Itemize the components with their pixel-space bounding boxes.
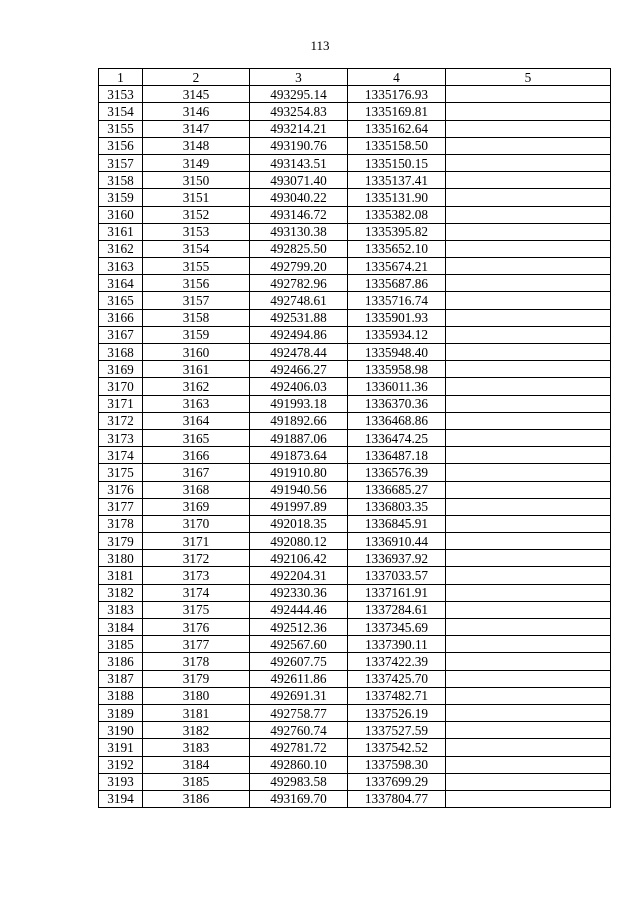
x-coordinate-cell: 492204.31 [250, 567, 348, 584]
point-number-cell: 3163 [143, 395, 250, 412]
note-cell [446, 378, 611, 395]
table-row [99, 773, 611, 790]
x-coordinate-cell: 492406.03 [250, 378, 348, 395]
point-number-cell: 3185 [143, 773, 250, 790]
y-coordinate-cell: 1335169.81 [348, 103, 446, 120]
row-number-cell: 3163 [99, 258, 143, 275]
note-cell [446, 429, 611, 446]
y-coordinate-cell: 1337425.70 [348, 670, 446, 687]
x-coordinate-cell: 492782.96 [250, 275, 348, 292]
y-coordinate-cell: 1337422.39 [348, 653, 446, 670]
point-number-cell: 3152 [143, 206, 250, 223]
y-coordinate-cell: 1335652.10 [348, 240, 446, 257]
y-coordinate-cell: 1336474.25 [348, 429, 446, 446]
note-cell [446, 189, 611, 206]
x-coordinate-cell: 492691.31 [250, 687, 348, 704]
table-row [99, 464, 611, 481]
note-cell [446, 258, 611, 275]
column-header-2: 2 [143, 69, 250, 86]
x-coordinate-cell: 491873.64 [250, 447, 348, 464]
x-coordinate-cell: 492567.60 [250, 636, 348, 653]
note-cell [446, 653, 611, 670]
y-coordinate-cell: 1336845.91 [348, 515, 446, 532]
y-coordinate-cell: 1335158.50 [348, 137, 446, 154]
point-number-cell: 3157 [143, 292, 250, 309]
table-row [99, 722, 611, 739]
point-number-cell: 3164 [143, 412, 250, 429]
note-cell [446, 481, 611, 498]
row-number-cell: 3175 [99, 464, 143, 481]
table-row [99, 739, 611, 756]
x-coordinate-cell: 493190.76 [250, 137, 348, 154]
y-coordinate-cell: 1335382.08 [348, 206, 446, 223]
table-row [99, 240, 611, 257]
table-row [99, 481, 611, 498]
point-number-cell: 3176 [143, 619, 250, 636]
table-body [99, 86, 611, 808]
note-cell [446, 326, 611, 343]
point-number-cell: 3179 [143, 670, 250, 687]
page-number: 113 [310, 38, 330, 53]
row-number-cell: 3178 [99, 515, 143, 532]
row-number-cell: 3189 [99, 704, 143, 721]
table-row [99, 653, 611, 670]
row-number-cell: 3184 [99, 619, 143, 636]
x-coordinate-cell: 493071.40 [250, 172, 348, 189]
y-coordinate-cell: 1335162.64 [348, 120, 446, 137]
row-number-cell: 3170 [99, 378, 143, 395]
point-number-cell: 3172 [143, 550, 250, 567]
note-cell [446, 636, 611, 653]
x-coordinate-cell: 492018.35 [250, 515, 348, 532]
note-cell [446, 550, 611, 567]
x-coordinate-cell: 492825.50 [250, 240, 348, 257]
point-number-cell: 3156 [143, 275, 250, 292]
row-number-cell: 3194 [99, 790, 143, 807]
note-cell [446, 86, 611, 103]
y-coordinate-cell: 1336910.44 [348, 533, 446, 550]
note-cell [446, 567, 611, 584]
row-number-cell: 3171 [99, 395, 143, 412]
row-number-cell: 3176 [99, 481, 143, 498]
x-coordinate-cell: 492531.88 [250, 309, 348, 326]
y-coordinate-cell: 1337345.69 [348, 619, 446, 636]
row-number-cell: 3165 [99, 292, 143, 309]
y-coordinate-cell: 1335395.82 [348, 223, 446, 240]
x-coordinate-cell: 493254.83 [250, 103, 348, 120]
table-row [99, 154, 611, 171]
table-row [99, 429, 611, 446]
point-number-cell: 3166 [143, 447, 250, 464]
table-row [99, 206, 611, 223]
x-coordinate-cell: 492748.61 [250, 292, 348, 309]
table-row [99, 395, 611, 412]
coordinates-table [98, 68, 611, 808]
y-coordinate-cell: 1337161.91 [348, 584, 446, 601]
table-row [99, 223, 611, 240]
row-number-cell: 3192 [99, 756, 143, 773]
row-number-cell: 3186 [99, 653, 143, 670]
y-coordinate-cell: 1335131.90 [348, 189, 446, 206]
row-number-cell: 3179 [99, 533, 143, 550]
x-coordinate-cell: 491993.18 [250, 395, 348, 412]
point-number-cell: 3155 [143, 258, 250, 275]
row-number-cell: 3154 [99, 103, 143, 120]
note-cell [446, 240, 611, 257]
table-header-row [99, 69, 611, 86]
y-coordinate-cell: 1336487.18 [348, 447, 446, 464]
x-coordinate-cell: 492758.77 [250, 704, 348, 721]
note-cell [446, 206, 611, 223]
x-coordinate-cell: 491887.06 [250, 429, 348, 446]
row-number-cell: 3167 [99, 326, 143, 343]
point-number-cell: 3154 [143, 240, 250, 257]
note-cell [446, 773, 611, 790]
row-number-cell: 3160 [99, 206, 143, 223]
note-cell [446, 172, 611, 189]
y-coordinate-cell: 1336576.39 [348, 464, 446, 481]
row-number-cell: 3174 [99, 447, 143, 464]
table-row [99, 447, 611, 464]
row-number-cell: 3191 [99, 739, 143, 756]
table-row [99, 172, 611, 189]
row-number-cell: 3169 [99, 361, 143, 378]
y-coordinate-cell: 1335958.98 [348, 361, 446, 378]
x-coordinate-cell: 492444.46 [250, 601, 348, 618]
x-coordinate-cell: 492607.75 [250, 653, 348, 670]
note-cell [446, 275, 611, 292]
row-number-cell: 3153 [99, 86, 143, 103]
table-row [99, 567, 611, 584]
table-row [99, 687, 611, 704]
x-coordinate-cell: 492494.86 [250, 326, 348, 343]
column-header-3: 3 [250, 69, 348, 86]
note-cell [446, 412, 611, 429]
y-coordinate-cell: 1336803.35 [348, 498, 446, 515]
y-coordinate-cell: 1335901.93 [348, 309, 446, 326]
table-row [99, 292, 611, 309]
table-row [99, 756, 611, 773]
point-number-cell: 3183 [143, 739, 250, 756]
point-number-cell: 3148 [143, 137, 250, 154]
point-number-cell: 3150 [143, 172, 250, 189]
table-row [99, 103, 611, 120]
point-number-cell: 3173 [143, 567, 250, 584]
y-coordinate-cell: 1337804.77 [348, 790, 446, 807]
point-number-cell: 3159 [143, 326, 250, 343]
point-number-cell: 3158 [143, 309, 250, 326]
note-cell [446, 722, 611, 739]
y-coordinate-cell: 1335137.41 [348, 172, 446, 189]
note-cell [446, 533, 611, 550]
row-number-cell: 3164 [99, 275, 143, 292]
x-coordinate-cell: 491940.56 [250, 481, 348, 498]
table-row [99, 309, 611, 326]
row-number-cell: 3193 [99, 773, 143, 790]
table-row [99, 498, 611, 515]
y-coordinate-cell: 1336685.27 [348, 481, 446, 498]
x-coordinate-cell: 492611.86 [250, 670, 348, 687]
y-coordinate-cell: 1337527.59 [348, 722, 446, 739]
note-cell [446, 464, 611, 481]
row-number-cell: 3166 [99, 309, 143, 326]
note-cell [446, 687, 611, 704]
table-row [99, 189, 611, 206]
x-coordinate-cell: 493169.70 [250, 790, 348, 807]
note-cell [446, 120, 611, 137]
table-row [99, 704, 611, 721]
row-number-cell: 3156 [99, 137, 143, 154]
table-row [99, 601, 611, 618]
point-number-cell: 3145 [143, 86, 250, 103]
y-coordinate-cell: 1337542.52 [348, 739, 446, 756]
table-row [99, 120, 611, 137]
note-cell [446, 601, 611, 618]
row-number-cell: 3187 [99, 670, 143, 687]
row-number-cell: 3158 [99, 172, 143, 189]
x-coordinate-cell: 492512.36 [250, 619, 348, 636]
note-cell [446, 670, 611, 687]
point-number-cell: 3165 [143, 429, 250, 446]
x-coordinate-cell: 492466.27 [250, 361, 348, 378]
point-number-cell: 3184 [143, 756, 250, 773]
table-row [99, 619, 611, 636]
x-coordinate-cell: 493040.22 [250, 189, 348, 206]
point-number-cell: 3161 [143, 361, 250, 378]
table-row [99, 790, 611, 807]
y-coordinate-cell: 1335150.15 [348, 154, 446, 171]
point-number-cell: 3147 [143, 120, 250, 137]
point-number-cell: 3178 [143, 653, 250, 670]
note-cell [446, 154, 611, 171]
note-cell [446, 344, 611, 361]
y-coordinate-cell: 1337598.30 [348, 756, 446, 773]
note-cell [446, 309, 611, 326]
note-cell [446, 292, 611, 309]
table-row [99, 550, 611, 567]
point-number-cell: 3169 [143, 498, 250, 515]
table-row [99, 378, 611, 395]
point-number-cell: 3153 [143, 223, 250, 240]
y-coordinate-cell: 1335674.21 [348, 258, 446, 275]
point-number-cell: 3181 [143, 704, 250, 721]
row-number-cell: 3162 [99, 240, 143, 257]
column-header-5: 5 [446, 69, 611, 86]
row-number-cell: 3159 [99, 189, 143, 206]
y-coordinate-cell: 1335716.74 [348, 292, 446, 309]
column-header-4: 4 [348, 69, 446, 86]
note-cell [446, 103, 611, 120]
row-number-cell: 3173 [99, 429, 143, 446]
y-coordinate-cell: 1335687.86 [348, 275, 446, 292]
note-cell [446, 584, 611, 601]
table-row [99, 670, 611, 687]
x-coordinate-cell: 493143.51 [250, 154, 348, 171]
note-cell [446, 739, 611, 756]
note-cell [446, 137, 611, 154]
point-number-cell: 3162 [143, 378, 250, 395]
x-coordinate-cell: 492080.12 [250, 533, 348, 550]
y-coordinate-cell: 1336011.36 [348, 378, 446, 395]
x-coordinate-cell: 491910.80 [250, 464, 348, 481]
table-row [99, 344, 611, 361]
row-number-cell: 3180 [99, 550, 143, 567]
y-coordinate-cell: 1336370.36 [348, 395, 446, 412]
table-row [99, 86, 611, 103]
table-row [99, 515, 611, 532]
row-number-cell: 3190 [99, 722, 143, 739]
table-row [99, 533, 611, 550]
y-coordinate-cell: 1336468.86 [348, 412, 446, 429]
row-number-cell: 3155 [99, 120, 143, 137]
x-coordinate-cell: 492760.74 [250, 722, 348, 739]
row-number-cell: 3161 [99, 223, 143, 240]
point-number-cell: 3177 [143, 636, 250, 653]
note-cell [446, 395, 611, 412]
y-coordinate-cell: 1337284.61 [348, 601, 446, 618]
note-cell [446, 790, 611, 807]
row-number-cell: 3182 [99, 584, 143, 601]
y-coordinate-cell: 1337482.71 [348, 687, 446, 704]
x-coordinate-cell: 492330.36 [250, 584, 348, 601]
y-coordinate-cell: 1335948.40 [348, 344, 446, 361]
y-coordinate-cell: 1335934.12 [348, 326, 446, 343]
point-number-cell: 3174 [143, 584, 250, 601]
x-coordinate-cell: 493295.14 [250, 86, 348, 103]
row-number-cell: 3168 [99, 344, 143, 361]
point-number-cell: 3182 [143, 722, 250, 739]
row-number-cell: 3177 [99, 498, 143, 515]
column-header-1: 1 [99, 69, 143, 86]
row-number-cell: 3183 [99, 601, 143, 618]
x-coordinate-cell: 491997.89 [250, 498, 348, 515]
x-coordinate-cell: 492860.10 [250, 756, 348, 773]
x-coordinate-cell: 493214.21 [250, 120, 348, 137]
point-number-cell: 3171 [143, 533, 250, 550]
note-cell [446, 619, 611, 636]
x-coordinate-cell: 491892.66 [250, 412, 348, 429]
x-coordinate-cell: 493130.38 [250, 223, 348, 240]
table-row [99, 361, 611, 378]
note-cell [446, 756, 611, 773]
note-cell [446, 361, 611, 378]
row-number-cell: 3185 [99, 636, 143, 653]
row-number-cell: 3172 [99, 412, 143, 429]
table-row [99, 584, 611, 601]
y-coordinate-cell: 1337390.11 [348, 636, 446, 653]
x-coordinate-cell: 492983.58 [250, 773, 348, 790]
x-coordinate-cell: 492799.20 [250, 258, 348, 275]
row-number-cell: 3181 [99, 567, 143, 584]
point-number-cell: 3180 [143, 687, 250, 704]
x-coordinate-cell: 493146.72 [250, 206, 348, 223]
table-row [99, 636, 611, 653]
point-number-cell: 3146 [143, 103, 250, 120]
point-number-cell: 3175 [143, 601, 250, 618]
point-number-cell: 3151 [143, 189, 250, 206]
point-number-cell: 3167 [143, 464, 250, 481]
note-cell [446, 704, 611, 721]
x-coordinate-cell: 492478.44 [250, 344, 348, 361]
point-number-cell: 3168 [143, 481, 250, 498]
note-cell [446, 498, 611, 515]
y-coordinate-cell: 1337033.57 [348, 567, 446, 584]
y-coordinate-cell: 1337699.29 [348, 773, 446, 790]
point-number-cell: 3160 [143, 344, 250, 361]
y-coordinate-cell: 1336937.92 [348, 550, 446, 567]
note-cell [446, 515, 611, 532]
row-number-cell: 3157 [99, 154, 143, 171]
row-number-cell: 3188 [99, 687, 143, 704]
point-number-cell: 3149 [143, 154, 250, 171]
table-row [99, 137, 611, 154]
table-row [99, 275, 611, 292]
point-number-cell: 3186 [143, 790, 250, 807]
table-row [99, 258, 611, 275]
y-coordinate-cell: 1337526.19 [348, 704, 446, 721]
note-cell [446, 223, 611, 240]
note-cell [446, 447, 611, 464]
x-coordinate-cell: 492106.42 [250, 550, 348, 567]
x-coordinate-cell: 492781.72 [250, 739, 348, 756]
table-row [99, 412, 611, 429]
table-row [99, 326, 611, 343]
point-number-cell: 3170 [143, 515, 250, 532]
y-coordinate-cell: 1335176.93 [348, 86, 446, 103]
